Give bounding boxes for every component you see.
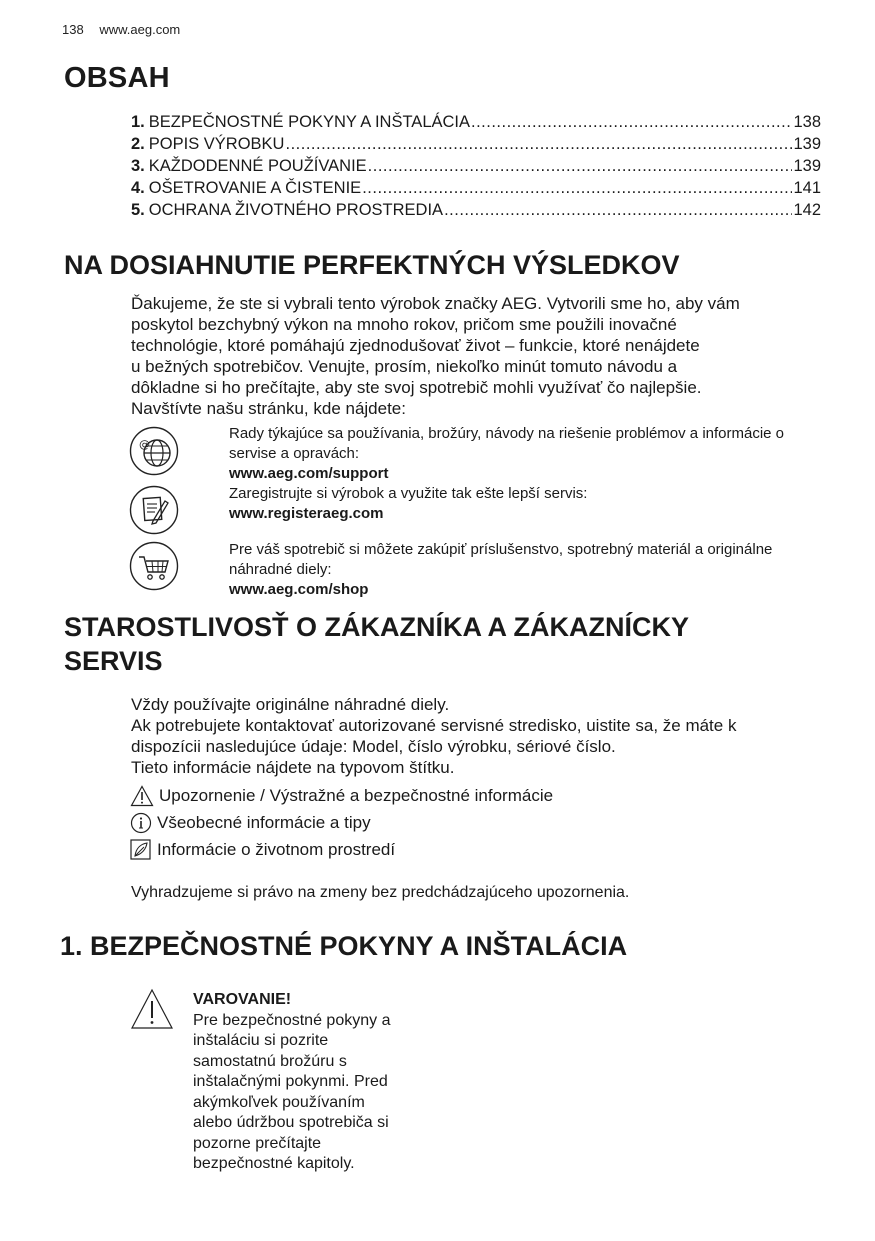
shop-url-link[interactable]: www.aeg.com/shop <box>229 581 369 598</box>
legend-label: Upozornenie / Výstražné a bezpečnostné informácie <box>159 785 554 805</box>
support-link-description: Rady týkajúce sa používania, brožúry, návody na riešenie problémov a informácie o servise a opravách: <box>229 425 785 462</box>
toc-leader-dots <box>368 155 793 177</box>
toc-leader-dots <box>285 133 792 155</box>
paragraph-line: Ak potrebujete kontaktovať autorizované servisné stredisko, uistite sa, že máte k <box>131 716 737 735</box>
toc-item[interactable] <box>131 111 821 133</box>
reservation-notice: Vyhradzujeme si právo na zmeny bez predchádzajúceho upozornenia. <box>131 884 630 901</box>
toc-item[interactable] <box>131 177 821 199</box>
page-number: 138 <box>62 22 84 37</box>
toc-item-number: 4. <box>131 179 145 197</box>
intro-paragraph <box>131 293 821 419</box>
toc-item[interactable] <box>131 133 821 155</box>
warning-line: inštalačnými pokynmi. Pred <box>193 1073 388 1090</box>
register-url-link[interactable]: www.registeraeg.com <box>229 505 384 522</box>
warning-line: Pre bezpečnostné pokyny a <box>193 1011 391 1029</box>
toc-item[interactable] <box>131 199 821 221</box>
section-title-customer-care <box>64 610 824 678</box>
warning-triangle-icon <box>130 988 174 1030</box>
legend-item <box>130 836 553 863</box>
toc-leader-dots <box>444 199 792 221</box>
toc-item-page: 139 <box>793 135 821 153</box>
warning-line: alebo údržbou spotrebiča si <box>193 1114 389 1131</box>
warning-line: samostatnú brožúru s <box>193 1052 347 1070</box>
toc-item-page: 138 <box>793 113 821 131</box>
register-document-icon <box>129 485 179 535</box>
paragraph-line: dôkladne si ho prečítajte, aby ste svoj spotrebič mohli využívať čo najlepšie. <box>131 378 702 397</box>
toc-item-number: 1. <box>131 113 145 131</box>
toc-item-label: OCHRANA ŽIVOTNÉHO PROSTREDIA <box>148 201 444 219</box>
warning-box <box>193 990 423 1175</box>
paragraph-line: technológie, ktoré pomáhajú zjednodušovať život – funkcie, ktoré nenájdete <box>131 336 700 355</box>
support-link-description: Zaregistrujte si výrobok a využite tak ešte lepší servis: <box>229 485 588 502</box>
toc-title: OBSAH <box>64 62 170 94</box>
legend-label: Informácie o životnom prostredí <box>157 839 396 859</box>
paragraph-line: Tieto informácie nájdete na typovom štítku. <box>131 758 455 777</box>
toc-item-page: 141 <box>793 179 821 197</box>
paragraph-line: Ďakujeme, že ste si vybrali tento výrobok značky AEG. Vytvorili sme ho, aby vám <box>131 294 740 313</box>
support-url-link[interactable]: www.aeg.com/support <box>229 465 389 482</box>
toc-item-label: OŠETROVANIE A ČISTENIE <box>148 179 362 197</box>
section-title-safety: 1. BEZPEČNOSTNÉ POKYNY A INŠTALÁCIA <box>60 931 628 961</box>
info-icon <box>130 812 152 834</box>
toc-item-label: KAŽDODENNÉ POUŽÍVANIE <box>148 157 367 175</box>
warning-line: inštaláciu si pozrite <box>193 1032 329 1049</box>
warning-line: pozorne prečítajte <box>193 1134 322 1152</box>
toc-leader-dots <box>471 111 792 133</box>
section-title-line: STAROSTLIVOSŤ O ZÁKAZNÍKA A ZÁKAZNÍCKY <box>64 612 689 642</box>
paragraph-line: Navštívte našu stránku, kde nájdete: <box>131 399 406 418</box>
paragraph-line: Vždy používajte originálne náhradné diely. <box>131 695 450 714</box>
legend-label: Všeobecné informácie a tipy <box>157 812 371 832</box>
support-link-description: Pre váš spotrebič si môžete zakúpiť príslušenstvo, spotrebný materiál a originálne náhradné diely: <box>229 541 773 578</box>
paragraph-line: u bežných spotrebičov. Venujte, prosím, niekoľko minút tomuto návodu a <box>131 357 678 376</box>
toc-item[interactable] <box>131 155 821 177</box>
table-of-contents <box>131 111 821 221</box>
environment-leaf-icon <box>130 839 152 861</box>
toc-item-number: 3. <box>131 157 145 175</box>
warning-triangle-icon <box>130 785 154 807</box>
toc-item-page: 139 <box>793 157 821 175</box>
paragraph-line: poskytol bezchybný výkon na mnoho rokov, pričom sme použili inovačné <box>131 315 677 334</box>
warning-line: akýmkoľvek používaním <box>193 1093 365 1111</box>
customer-care-paragraph <box>131 694 821 778</box>
toc-item-number: 2. <box>131 135 145 153</box>
paragraph-line: dispozícii nasledujúce údaje: Model, číslo výrobku, sériové číslo. <box>131 737 616 756</box>
toc-item-number: 5. <box>131 201 145 219</box>
shopping-cart-icon <box>129 541 179 591</box>
legend-item <box>130 782 553 809</box>
page-header <box>62 22 180 37</box>
section-title-line: SERVIS <box>64 646 163 676</box>
symbol-legend <box>130 782 553 863</box>
warning-title: VAROVANIE! <box>193 991 292 1008</box>
toc-item-page: 142 <box>793 201 821 219</box>
globe-at-icon <box>129 426 179 476</box>
header-site-link[interactable]: www.aeg.com <box>99 22 181 37</box>
toc-leader-dots <box>362 177 792 199</box>
toc-item-label: BEZPEČNOSTNÉ POKYNY A INŠTALÁCIA <box>148 113 470 131</box>
warning-line: bezpečnostné kapitoly. <box>193 1155 355 1172</box>
legend-item <box>130 809 553 836</box>
svg-text:@: @ <box>139 438 150 451</box>
section-title-perfect-results: NA DOSIAHNUTIE PERFEKTNÝCH VÝSLEDKOV <box>64 250 680 280</box>
toc-item-label: POPIS VÝROBKU <box>148 135 285 153</box>
